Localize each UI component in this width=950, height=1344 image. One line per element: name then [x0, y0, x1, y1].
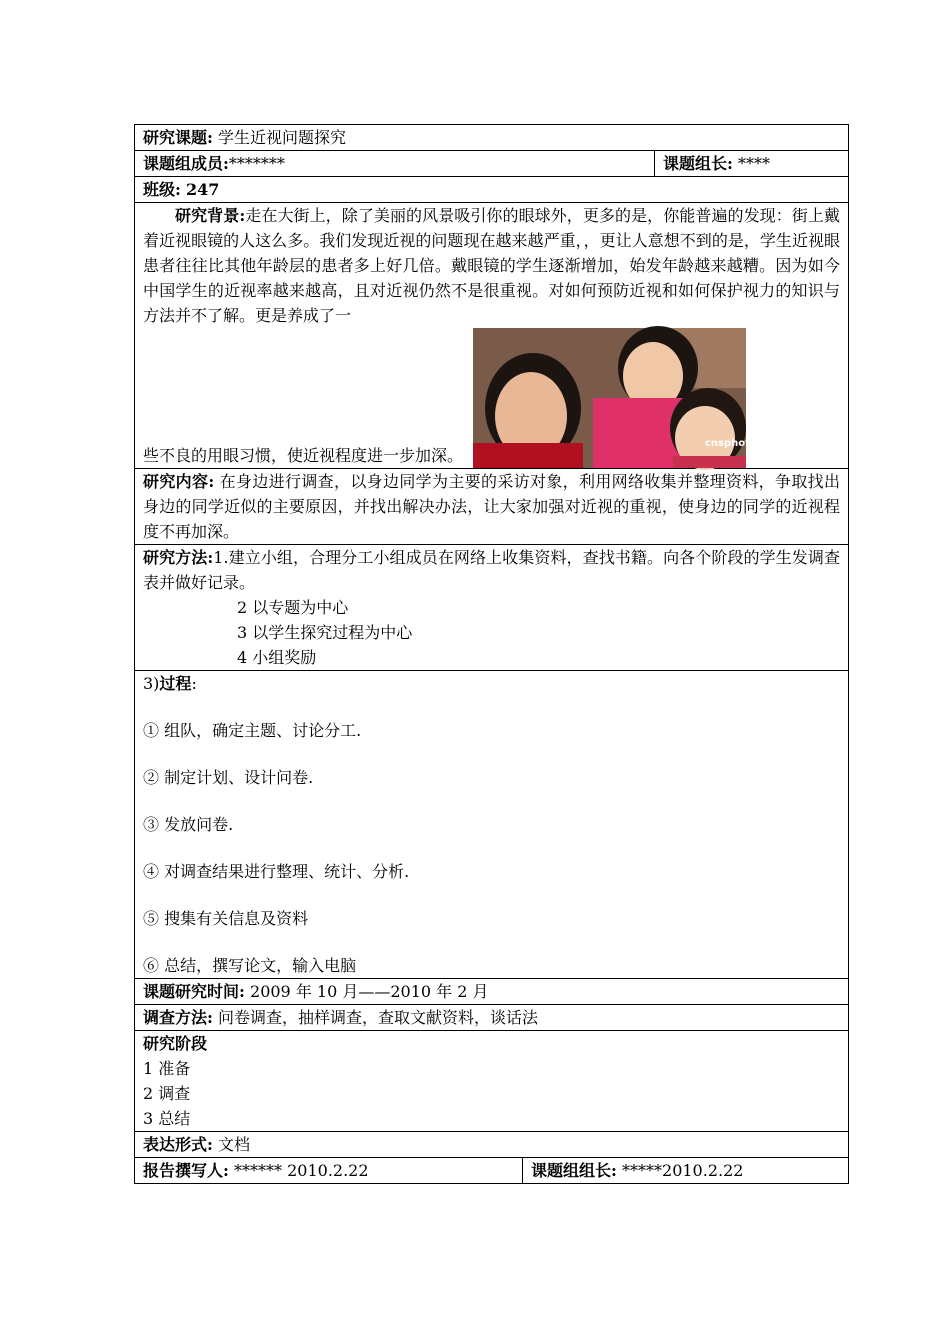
method-item-3: 3 以学生探究过程为中心 [237, 623, 413, 642]
content-row: 研究内容: 在身边进行调查，以身边同学为主要的采访对象，利用网络收集并整理资料，争取找出身边的同学近似的主要原因，并找出解决办法，让大家加强对近视的重视，使身边的同学的近视程度不再加深。 [134, 469, 849, 545]
background-label: 研究背景 [175, 206, 240, 225]
class-value: 247 [186, 180, 220, 199]
members-label: 课题组成员 [143, 154, 224, 173]
content-label: 研究内容 [143, 472, 209, 491]
process-label: 过程 [159, 674, 192, 693]
process-step-6: ⑥ 总结，撰写论文，输入电脑 [143, 956, 357, 975]
background-text: 走在大街上，除了美丽的风景吸引你的眼球外，更多的是，你能普遍的发现：街上戴着近视眼镜的人这么多。我们发现近视的问题现在越来越严重，，更让人意想不到的是，学生近视眼患者往往比其他年龄层的患者多上好几倍。戴眼镜的学生逐渐增加，始发年龄越来越糟。因为如今中国学生的近视率越来越高，且对近视仍然不是很重视。对如何预防近视和如何保护视力的知识与方法并不了解。更是养成了一 [143, 206, 840, 325]
topic-label: 研究课题 [143, 128, 208, 147]
method-label: 研究方法 [143, 548, 208, 567]
footer-row [134, 1158, 849, 1184]
background-photo-line [143, 328, 840, 468]
time-value: 2009 年 10 月——2010 年 2 月 [250, 982, 489, 1001]
leader2-cell: 课题组组长: *****2010.2.22 [531, 1161, 744, 1180]
leader-cell: 课题组长: **** [663, 154, 771, 173]
writer-cell: 报告撰写人: ****** 2010.2.22 [135, 1158, 523, 1183]
report-table [134, 124, 849, 1184]
process-step-1: ① 组队，确定主题、讨论分工. [143, 721, 362, 740]
writer-value: ****** 2010.2.22 [234, 1161, 369, 1180]
stages-label: 研究阶段 [143, 1034, 208, 1053]
stage-item-2: 2 调查 [143, 1084, 191, 1103]
survey-label: 调查方法 [143, 1008, 208, 1027]
process-step-3: ③ 发放问卷. [143, 815, 234, 834]
expression-row: 表达形式: 文档 [134, 1132, 849, 1158]
topic-value: 学生近视问题探究 [218, 128, 347, 147]
background-row [134, 203, 849, 469]
topic-row: 研究课题: 学生近视问题探究 [134, 124, 849, 151]
expression-label: 表达形式 [143, 1135, 208, 1154]
students-photo-image [473, 328, 757, 468]
stage-item-1: 1 准备 [143, 1059, 191, 1078]
method-item-1: 研究方法:1.建立小组，合理分工小组成员在网络上收集资料，查找书籍。向各个阶段的学生发调查表并做好记录。 [143, 548, 840, 592]
leader-label: 课题组长 [663, 154, 728, 173]
leader-value: **** [738, 154, 771, 173]
process-step-4: ④ 对调查结果进行整理、统计、分析. [143, 862, 410, 881]
method-item-4: 4 小组奖励 [237, 648, 317, 667]
survey-row: 调查方法: 问卷调查，抽样调查，查取文献资料，谈话法 [134, 1005, 849, 1031]
members-cell: 课题组成员:******* [135, 151, 655, 176]
stages-row [134, 1031, 849, 1132]
class-label: 班级 [143, 180, 176, 199]
expression-value: 文档 [218, 1135, 251, 1154]
time-label: 课题研究时间 [143, 982, 240, 1001]
process-heading: 3)过程: [143, 674, 197, 693]
leader2-value: *****2010.2.22 [622, 1161, 744, 1180]
members-value: ******* [228, 154, 285, 173]
process-row [134, 671, 849, 979]
members-row [134, 151, 849, 177]
stage-item-3: 3 总结 [143, 1109, 191, 1128]
students-photo [473, 328, 757, 468]
method-row [134, 545, 849, 671]
writer-label: 报告撰写人 [143, 1161, 224, 1180]
process-step-2: ② 制定计划、设计问卷. [143, 768, 314, 787]
leader2-label: 课题组组长 [531, 1161, 612, 1180]
content-text: 在身边进行调查，以身边同学为主要的采访对象，利用网络收集并整理资料，争取找出身边的同学近似的主要原因，并找出解决办法，让大家加强对近视的重视，使身边的同学的近视程度不再加深。 [143, 472, 840, 541]
background-paragraph: 研究背景:走在大街上，除了美丽的风景吸引你的眼球外，更多的是，你能普遍的发现：街上戴着近视眼镜的人这么多。我们发现近视的问题现在越来越严重，，更让人意想不到的是，学生近视眼患者往往比其他年龄层的患者多上好几倍。戴眼镜的学生逐渐增加，始发年龄越来越糟。因为如今中国学生的近视率越来越高，且对近视仍然不是很重视。对如何预防近视和如何保护视力的知识与方法并不了解。更是养成了一 [143, 206, 840, 325]
time-row: 课题研究时间: 2009 年 10 月——2010 年 2 月 [134, 979, 849, 1005]
method-item-2: 2 以专题为中心 [237, 598, 349, 617]
background-text-end: 些不良的用眼习惯，使近视程度进一步加深。 [143, 446, 464, 465]
photo-watermark: cnsphoto [705, 438, 757, 449]
class-row: 班级: 247 [134, 177, 849, 203]
process-step-5: ⑤ 搜集有关信息及资料 [143, 909, 309, 928]
survey-value: 问卷调查，抽样调查，查取文献资料，谈话法 [218, 1008, 539, 1027]
